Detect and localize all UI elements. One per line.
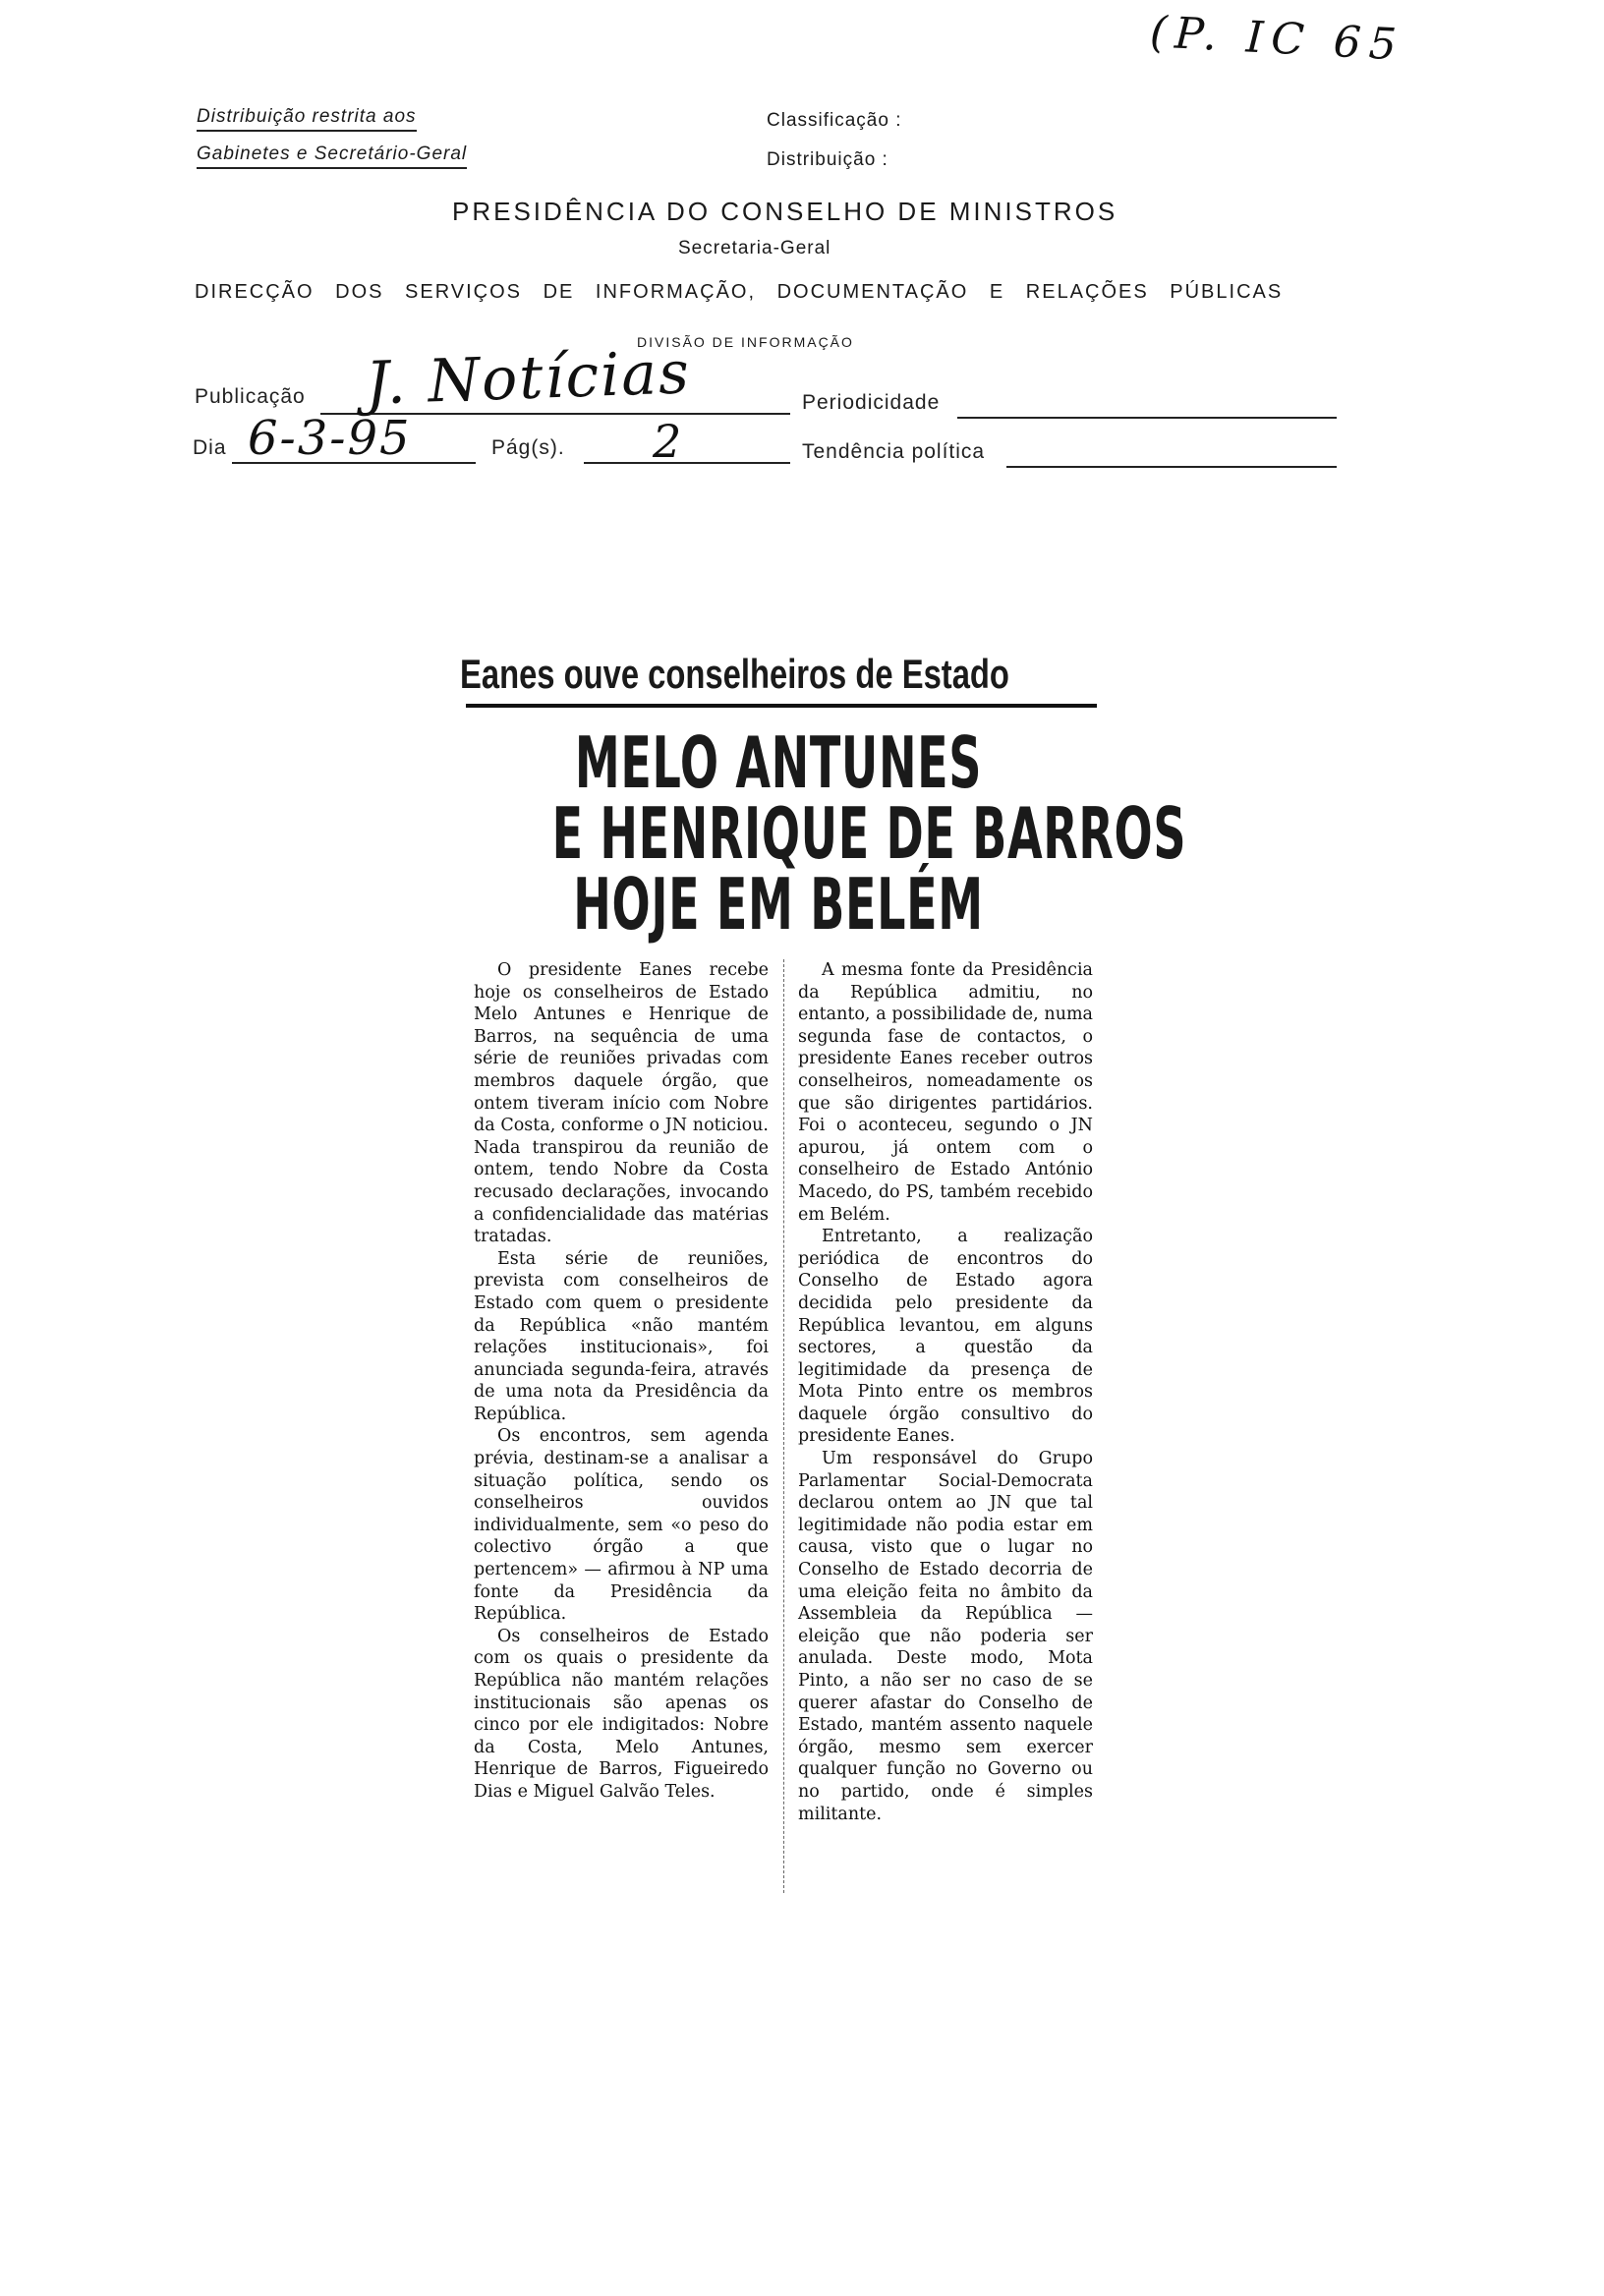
column1-paragraph: Os conselheiros de Estado com os quais o presidente da República não mantém relações institucionais são apenas os cinco por ele indigitados: Nobre da Costa, Melo Antunes, Henrique de Barros, Figueiredo Dias e Miguel Galvão Teles. — [474, 1626, 769, 1802]
column2-paragraph: Um responsável do Grupo Parlamentar Social-Democrata declarou ontem ao JN que tal legitimidade não podia estar em causa, visto que o lugar no Conselho de Estado decorria de uma eleição feita no âmbito da Assembleia da República — eleição que não poderia ser anulada. Deste modo, Mota Pinto, a não ser no caso de se querer afastar do Conselho de Estado, mantém assento naquele órgão, mesmo sem exercer qualquer função no Governo ou no partido, onde é simples militante. — [798, 1449, 1093, 1824]
headline-line1: MELO ANTUNES — [574, 721, 983, 804]
headline-line3: HOJE EM BELÉM — [573, 863, 984, 946]
column1-paragraph: Esta série de reuniões, prevista com conselheiros de Estado com quem o presidente da República «não mantém relações institucionais», foi anunciada segunda-feira, através de uma nota da Presidência da República. — [474, 1248, 769, 1424]
direccao-line: DIRECÇÃO DOS SERVIÇOS DE INFORMAÇÃO, DOCUMENTAÇÃO E RELAÇÕES PÚBLICAS — [195, 281, 1284, 303]
article-column-2 — [798, 959, 1093, 1825]
dia-label: Dia — [193, 436, 227, 459]
pags-line — [584, 462, 790, 464]
article-kicker: Eanes ouve conselheiros de Estado — [460, 651, 1009, 697]
classificacao-label: Classificação : — [767, 110, 902, 131]
pags-value: 2 — [653, 415, 684, 468]
publicacao-label: Publicação — [195, 385, 306, 408]
column2-paragraph: A mesma fonte da Presidência da República admitiu, no entanto, a possibilidade de, numa segunda fase de contactos, o presidente Eanes receber outros conselheiros, nomeadamente os que são dirigentes partidários. Foi o aconteceu, segundo o JN apurou, já ontem com o conselheiro de Estado António Macedo, do PS, também recebido em Belém. — [798, 960, 1093, 1225]
column1-paragraph: Os encontros, sem agenda prévia, destinam-se a analisar a situação política, sendo os conselheiros ouvidos individualmente, sem «o peso do colectivo órgão a que pertencem» — afirmou à NP uma fonte da Presidência da República. — [474, 1426, 769, 1625]
column-divider — [783, 959, 784, 1893]
publicacao-value: J. Notícias — [364, 338, 692, 419]
column2-paragraph: Entretanto, a realização periódica de encontros do Conselho de Estado agora decidida pelo presidente da República levantou, em alguns sectores, a questão da legitimidade da presença de Mota Pinto entre os membros daquele órgão consultivo do presidente Eanes. — [798, 1227, 1093, 1447]
kicker-rule — [466, 704, 1097, 708]
handwritten-reference: (P. IC 65 — [1148, 7, 1406, 71]
headline-line2: E HENRIQUE DE BARROS — [551, 792, 1187, 875]
periodicidade-line — [957, 417, 1337, 419]
tendencia-line — [1006, 466, 1337, 468]
article-column-1 — [474, 959, 769, 1804]
divisao-label: DIVISÃO DE INFORMAÇÃO — [637, 334, 854, 350]
column1-paragraph: O presidente Eanes recebe hoje os conselheiros de Estado Melo Antunes e Henrique de Barros, na sequência de uma série de reuniões privadas com membros daquele órgão, que ontem tiveram início com Nobre da Costa, conforme o JN noticiou. Nada transpirou da reunião de ontem, tendo Nobre da Costa recusado declarações, invocando a confidencialidade das matérias tratadas. — [474, 960, 769, 1247]
organization-title: PRESIDÊNCIA DO CONSELHO DE MINISTROS — [452, 197, 1118, 226]
periodicidade-label: Periodicidade — [802, 391, 941, 414]
secretaria-subtitle: Secretaria-Geral — [678, 238, 831, 258]
pags-label: Pág(s). — [491, 436, 565, 459]
tendencia-label: Tendência política — [802, 440, 986, 463]
newspaper-clipping — [452, 639, 1187, 1936]
distribuicao-label: Distribuição : — [767, 149, 888, 170]
dia-value: 6-3-95 — [248, 411, 412, 466]
distribution-note-line1: Distribuição restrita aos — [197, 106, 417, 132]
distribution-note-line2: Gabinetes e Secretário-Geral — [197, 144, 467, 169]
